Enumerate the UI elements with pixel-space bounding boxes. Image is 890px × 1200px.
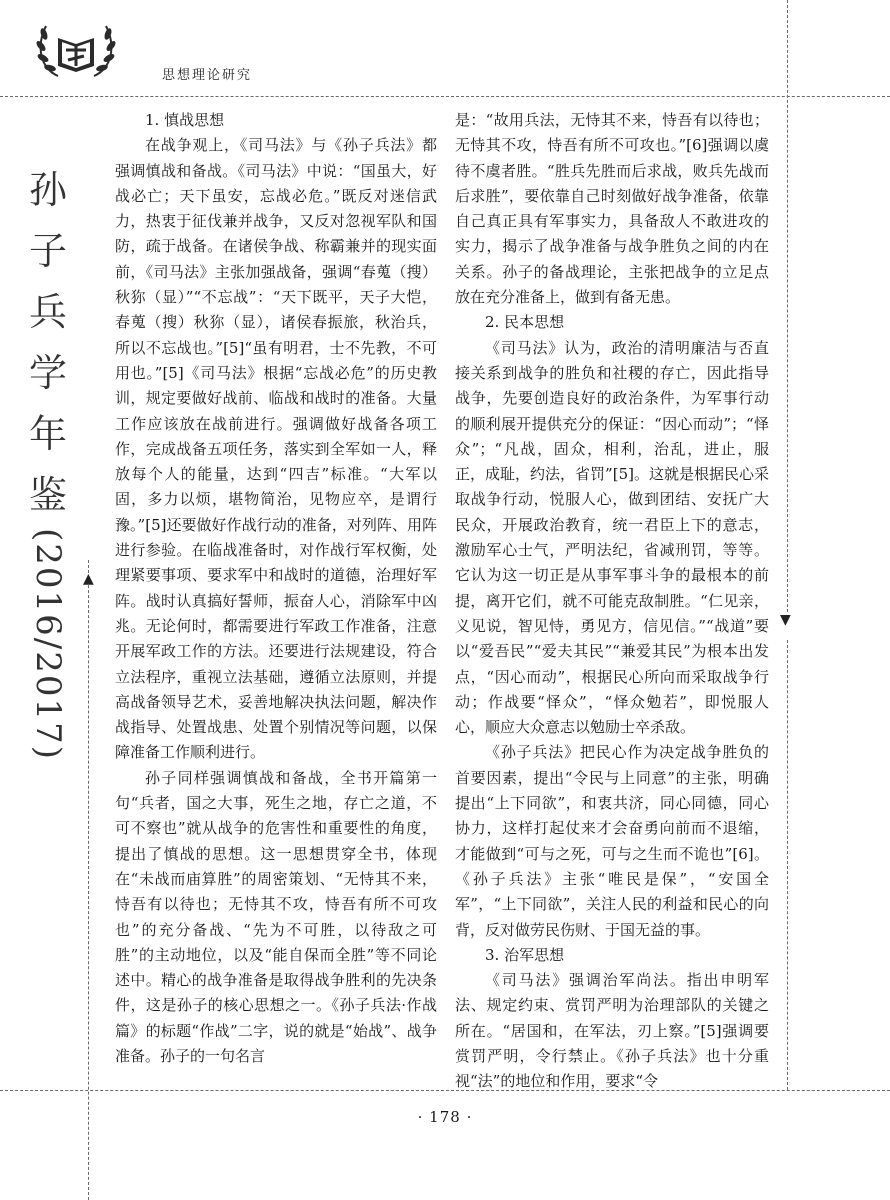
body-paragraph: 是：“故用兵法，无恃其不来，恃吾有以待也；无恃其不攻，恃吾有所不可攻也。”[6]强调以虞待不虞者胜。“胜兵先胜而后求战，败兵先战而后求胜”，要依靠自己时刻做好战争准备，依靠自己真正具有军事实力，具备敌人不敢进攻的实力，揭示了战争准备与战争胜负之间的内在关系。孙子的备战理论，主张把战争的立足点放在充分准备上，做到有备无患。 [455,111,769,307]
right-text-column [455,108,769,1095]
up-arrow-icon: ▲ [83,571,94,587]
section-heading: 3. 治军思想 [485,945,565,964]
body-paragraph: 在战争观上，《司马法》与《孙子兵法》都强调慎战和备战。《司马法》中说：“国虽大，好战必亡；天下虽安，忘战必危。”既反对迷信武力，热衷于征伐兼并战争，又反对忽视军队和国防，疏于战备。在诸侯争战、称霸兼并的现实面前，《司马法》主张加强战备，强调“春蒐（搜）秋狝（显）”“不忘战”：“天下既平，天子大恺，春蒐（搜）秋狝（显），诸侯春振旅，秋治兵，所以不忘战也。”[5]“虽有明君，士不先教，不可用也。”[5]《司马法》根据“忘战必危”的历史教训，规定要做好战前、临战和战时的准备。大量工作应该放在战前进行。强调做好战备各项工作，完成战备五项任务，落实到全军如一人，释放每个人的能量，达到“四吉”标准。“大军以固，多力以烦，堪物简治，见物应卒，是谓行豫。”[5]还要做好作战行动的准备，对列阵、用阵进行参验。在临战准备时，对作战行军权衡，处理紧要事项、要求军中和战时的道德，治理好军阵。战时认真搞好誓师，振奋人心，消除军中凶兆。无论何时，都需要进行军政工作准备，注意开展军政工作的方法。还要进行法规建设，符合立法程序，重视立法基础，遵循立法原则，并提高战备领导艺术，妥善地解决执法问题，解决作战指导、处置战患、处置个别情况等问题，以保障准备工作顺利进行。 [115,136,437,762]
spine-char: 学 [28,351,67,395]
page-number: · 178 · [417,1108,473,1126]
left-text-column [115,108,437,1069]
spine-year: (2016/2017) [28,528,68,762]
body-paragraph: 《司马法》认为，政治的清明廉洁与否直接关系到战争的胜负和社稷的存亡，因此指导战争，先要创造良好的政治条件，为军事行动的顺利展开提供充分的保证：“因心而动”；“怿众”；“凡战，固众，相利，治乱，进止，服正，成耻，约法，省罚”[5]。这就是根据民心采取战争行动，悦服人心，做到团结、安抚广大民众，开展政治教育，统一君臣上下的意志，激励军心士气，严明法纪，省减刑罚，等等。它认为这一切正是从事军事斗争的最根本的前提，离开它们，就不可能克敌制胜。“仁见亲，义见说，智见恃，勇见方，信见信。”“战道”要以“爱吾民”“爱夫其民”“兼爱其民”为根本出发点，“因心而动”，根据民心所向而采取战争行动；作战要“怿众”，“怿众勉若”，即悦服人心，顺应大众意志以勉励士卒杀敌。 [455,338,769,737]
right-dashed-margin [787,0,788,612]
body-paragraph: 孙子同样强调慎战和备战，全书开篇第一句“兵者，国之大事，死生之地，存亡之道，不可不察也”就从战争的危害性和重要性的角度，提出了慎战的思想。这一思想贯穿全书，体现在“未战而庙算胜”的周密策划、“无恃其不来，恃吾有以待也；无恃其不攻，恃吾有所不可攻也”的充分备战、“先为不可胜，以待敌之可胜”的主动地位，以及“能自保而全胜”等不同论述中。精心的战争准备是取得战争胜利的先决条件，这是孙子的核心思想之一。《孙子兵法·作战篇》的标题“作战”二字，说的就是“始战”、战争准备。孙子的一句名言 [115,768,437,1065]
yearbook-logo [28,16,124,84]
section-heading: 1. 慎战思想 [145,111,225,129]
wheat-wreath-book-logo-icon [28,16,124,84]
left-dashed-margin [88,560,89,1200]
body-paragraph: 《孙子兵法》把民心作为决定战争胜负的首要因素，提出“令民与上同意”的主张，明确提出“上下同欲”，和衷共济，同心同德，同心协力，这样打起仗来才会奋勇向前而不退缩，才能做到“可与之死，可与之生而不诡也”[6]。《孙子兵法》主张“唯民是保”，“安国全军”，“上下同欲”，关注人民的利益和民心的向背，反对做劳民伤财、于国无益的事。 [455,743,769,939]
top-dashed-rule [0,96,890,97]
section-title: 思想理论研究 [162,68,253,83]
spine-char: 鉴 [28,473,67,517]
spine-char: 年 [28,412,67,456]
body-paragraph: 《司马法》强调治军尚法。指出申明军法、规定约束、赏罚严明为治理部队的关键之所在。“居国和，在军法，刃上察。”[5]强调要赏罚严明，令行禁止。《孙子兵法》也十分重视“法”的地位和作用，要求“令 [455,971,769,1091]
down-arrow-icon: ▼ [780,612,791,628]
yearbook-spine-title [20,160,76,761]
right-dashed-margin-lower [787,640,788,1090]
section-heading: 2. 民本思想 [485,313,565,332]
spine-char: 孙 [28,168,67,212]
spine-char: 兵 [28,290,67,334]
spine-char: 子 [28,229,67,273]
